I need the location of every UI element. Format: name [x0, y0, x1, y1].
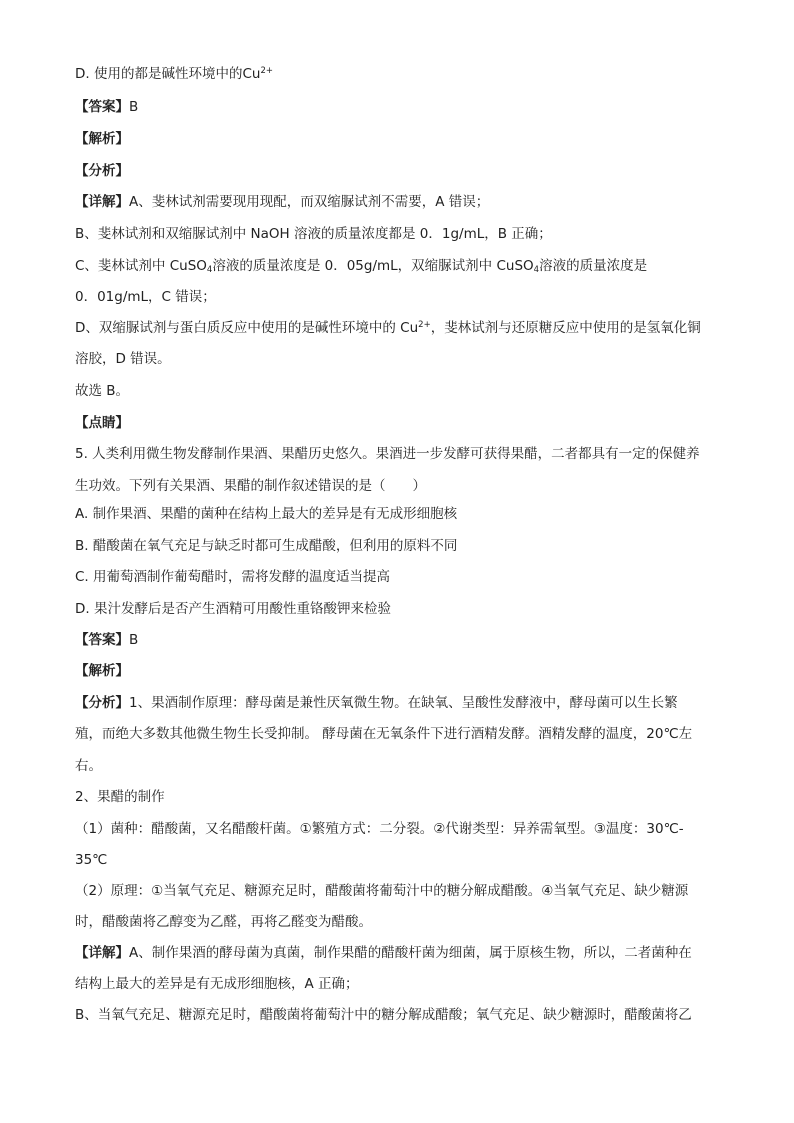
paragraph-line: 时，醋酸菌将乙醇变为乙醛，再将乙醛变为醋酸。 — [75, 914, 372, 930]
option-a: A. 制作果酒、果醋的菌种在结构上最大的差异是有无成形细胞核 — [75, 506, 458, 522]
detail-line: 【详解】A、斐林试剂需要现用现配，而双缩脲试剂不需要，A 错误； — [75, 194, 490, 210]
option-b: B. 醋酸菌在氧气充足与缺乏时都可生成醋酸，但利用的原料不同 — [75, 538, 458, 554]
paragraph-line: 溶胶，D 错误。 — [75, 351, 171, 367]
analysis-heading: 【解析】 — [75, 131, 129, 147]
paragraph-line: B、斐林试剂和双缩脲试剂中 NaOH 溶液的质量浓度都是 0．1g/mL，B 正确； — [75, 226, 552, 242]
answer-line: 【答案】B — [75, 99, 139, 115]
answer-line: 【答案】B — [75, 632, 139, 648]
option-d: D. 果汁发酵后是否产生酒精可用酸性重铬酸钾来检验 — [75, 601, 391, 617]
paragraph-line: C、斐林试剂中 CuSO$_4$溶液的质量浓度是 0．05g/mL，双缩脲试剂中 CuSO$_4$溶液的质量浓度是 — [75, 258, 648, 275]
breakdown-line: 【分析】1、果酒制作原理：酵母菌是兼性厌氧微生物。在缺氧、呈酸性发酵液中，酵母菌可以生长繁 — [75, 695, 678, 711]
question-stem: 生功效。下列有关果酒、果醋的制作叙述错误的是（ ） — [75, 478, 426, 494]
paragraph-line: 35℃ — [75, 852, 108, 868]
answer-tag: 【答案】 — [75, 99, 129, 115]
superscript: 2+ — [260, 66, 273, 76]
paragraph-line: 结构上最大的差异是有无成形细胞核，A 正确； — [75, 976, 359, 992]
paragraph-line: 右。 — [75, 758, 102, 774]
paragraph-line: 2、果醋的制作 — [75, 789, 165, 805]
paragraph-line: 0．01g/mL，C 错误； — [75, 289, 216, 305]
paragraph-line: 殖，而绝大多数其他微生物生长受抑制。 酵母菌在无氧条件下进行酒精发酵。酒精发酵的温度，20℃左 — [75, 726, 693, 742]
breakdown-heading: 【分析】 — [75, 163, 129, 179]
analysis-heading: 【解析】 — [75, 663, 129, 679]
paragraph-line: D、双缩脲试剂与蛋白质反应中使用的是碱性环境中的 $Cu^{2+}$，斐林试剂与还原糖反应中使用的是氢氧化铜 — [75, 320, 701, 336]
question-stem: 5. 人类利用微生物发酵制作果酒、果醋历史悠久。果酒进一步发酵可获得果醋，二者都具有一定的保健养 — [75, 446, 700, 462]
paragraph-line: 故选 B。 — [75, 383, 130, 399]
subscript: 4 — [533, 265, 540, 275]
detail-line: 【详解】A、制作果酒的酵母菌为真菌，制作果醋的醋酸杆菌为细菌，属于原核生物，所以，二者菌种在 — [75, 945, 692, 961]
paragraph-line: B、当氧气充足、糖源充足时，醋酸菌将葡萄汁中的糖分解成醋酸；氧气充足、缺少糖源时，醋酸菌将乙 — [75, 1007, 692, 1023]
superscript: 2+ — [418, 320, 431, 330]
paragraph-line: （1）菌种：醋酸菌，又名醋酸杆菌。①繁殖方式：二分裂。②代谢类型：异养需氧型。③温度：30℃- — [75, 821, 684, 837]
option-c: C. 用葡萄酒制作葡萄醋时，需将发酵的温度适当提高 — [75, 569, 391, 585]
subscript: 4 — [206, 265, 213, 275]
paragraph-line: （2）原理：①当氧气充足、糖源充足时，醋酸菌将葡萄汁中的糖分解成醋酸。④当氧气充足、缺少糖源 — [75, 883, 689, 899]
tips-heading: 【点睛】 — [75, 415, 129, 431]
option-d-line: D. 使用的都是碱性环境中的$Cu^{2+}$ — [75, 66, 273, 82]
